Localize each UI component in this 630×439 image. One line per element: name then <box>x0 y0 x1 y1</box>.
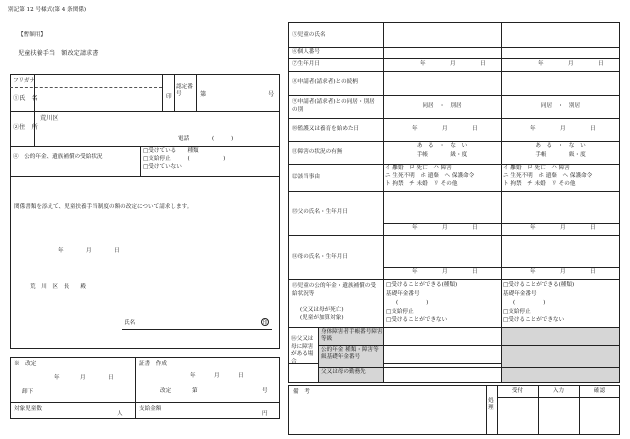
pension-option-none[interactable]: □受けていない <box>143 164 182 170</box>
col2-birth-month: 月 <box>568 61 574 67</box>
col1-mother-month: 月 <box>442 269 448 275</box>
col1-birth-day: 日 <box>480 61 486 67</box>
change-year: 年 <box>54 375 60 381</box>
public-pension-label: 公的年金 種類・障害等級基礎年金番号 <box>321 347 379 361</box>
col2-father-day: 日 <box>590 225 596 231</box>
change-month: 月 <box>80 375 86 381</box>
col2-custody-year: 年 <box>530 126 536 132</box>
row-relationship: ⑧申請者(請求者)との続柄 <box>292 79 358 85</box>
col2-reason-line1[interactable]: イ 離婚 ロ 死亡 ハ 障害 <box>503 165 570 171</box>
col2-basic-pension-no: 基礎年金番号 <box>503 291 537 297</box>
pension-option-receiving[interactable]: □受けている 種類 <box>143 148 199 154</box>
signature-label: 氏名 <box>124 320 136 326</box>
cert-year: 年 <box>190 373 196 379</box>
row-reason: ⑫該当事由 <box>292 174 320 180</box>
col2-birth-day: 日 <box>598 61 604 67</box>
col1-birth-month: 月 <box>450 61 456 67</box>
seal-mark: 印 <box>166 94 172 100</box>
proc-col-receipt: 受付 <box>511 388 524 394</box>
row-father-info: ⑬父の氏名・生年月日 <box>292 209 348 215</box>
row-parent-disability: ⑯父又は母に障害がある場合 <box>291 336 314 365</box>
row-child-pension-note: (父又は母が死亡) (児童が加算対象) <box>300 307 344 321</box>
col1-mother-year: 年 <box>412 269 418 275</box>
approval-label: 卸下 <box>22 389 34 395</box>
col2-custody-day: 日 <box>590 126 596 132</box>
col2-mother-month: 月 <box>560 269 566 275</box>
parent-employer-label: 父又は母の勤務先 <box>321 369 366 375</box>
dai-label: 第 <box>192 388 198 394</box>
col2-mother-day: 日 <box>590 269 596 275</box>
col1-reason-line3[interactable]: ト 拘禁 チ 未婚 リ その他 <box>385 181 458 187</box>
disability-handbook-label: 身体障害者手帳番号障害等級 <box>321 329 383 343</box>
address-value: 荒川区 <box>40 115 59 122</box>
processing-label: 処理 <box>488 398 494 412</box>
phone-parens: ( ) <box>212 136 234 142</box>
row-birth-date: ⑦生年月日 <box>292 61 320 67</box>
col1-custody-year: 年 <box>412 126 418 132</box>
form-title: 児童扶養手当 額改定請求書 <box>18 50 99 57</box>
row-custody-start: ⑩監護又は養育を始めた日 <box>292 126 360 132</box>
col1-custody-day: 日 <box>472 126 478 132</box>
col1-father-month: 月 <box>442 225 448 231</box>
yen-unit: 円 <box>262 411 268 417</box>
children-unit: 人 <box>117 411 123 417</box>
col1-father-day: 日 <box>472 225 478 231</box>
col2-cohabitation[interactable]: 同居 ・ 別居 <box>540 103 581 109</box>
cert-day: 日 <box>238 373 244 379</box>
col1-birth-year: 年 <box>420 61 426 67</box>
col2-father-year: 年 <box>530 225 536 231</box>
signature-seal-icon: 印 <box>262 320 268 326</box>
col2-birth-year: 年 <box>538 61 544 67</box>
certificate-creation-label: 証書 作成 <box>139 361 167 367</box>
col1-mother-day: 日 <box>472 269 478 275</box>
row-child-pension: ⑮児童の公的年金・遺族補償の受給状況等 <box>292 283 376 297</box>
date-month: 月 <box>86 248 92 254</box>
col1-reason-line1[interactable]: イ 離婚 ロ 死亡 ハ 障害 <box>385 165 452 171</box>
col1-pension-none[interactable]: □受けることができない <box>386 317 448 323</box>
row-disability-status: ⑪障害の状況の有無 <box>292 149 343 155</box>
proc-col-input: 入力 <box>552 388 565 394</box>
col1-pension-suspended[interactable]: □支給停止 <box>386 309 414 315</box>
pension-option-suspended[interactable]: □支給停止 ( ) <box>143 156 226 162</box>
col2-pension-none[interactable]: □受けることができない <box>503 317 565 323</box>
furigana-label: フリガナ <box>13 78 36 84</box>
col2-pension-receiving[interactable]: □受けることができる(種類) <box>503 282 575 288</box>
change-day: 日 <box>108 375 114 381</box>
row-mother-info: ⑭母の氏名・生年月日 <box>292 254 348 260</box>
change-label: ※ 改定 <box>14 361 37 367</box>
payment-amount-label: 支給金額 <box>139 406 162 412</box>
phone-label: 電話 <box>178 136 190 142</box>
col1-reason-line2[interactable]: ニ 生死不明 ホ 遺棄 ヘ 保護命令 <box>385 173 475 179</box>
proc-col-confirm: 確認 <box>593 388 606 394</box>
request-statement: 関係書類を添えて、児童扶養手当制度の額の改定について請求します。 <box>14 204 193 210</box>
col2-pension-paren: ( ) <box>513 300 546 306</box>
remarks-label: 備 考 <box>293 389 310 395</box>
col1-father-year: 年 <box>412 225 418 231</box>
date-year: 年 <box>58 248 64 254</box>
col2-father-month: 月 <box>560 225 566 231</box>
office-use-label: 【暫額用】 <box>18 32 46 38</box>
gou-label: 号 <box>262 388 268 394</box>
cert-suffix: 号 <box>268 91 275 98</box>
cert-number-label: 認定番号 <box>176 84 193 97</box>
col1-basic-pension-no: 基礎年金番号 <box>386 291 420 297</box>
col1-cohabitation[interactable]: 同居 ・ 別居 <box>422 103 462 109</box>
address-label: ②住 所 <box>13 124 38 131</box>
col1-disability-grade: 手帳 級・度 <box>416 152 468 158</box>
target-children-label: 対象児童数 <box>14 406 42 412</box>
col2-disability-grade: 手帳 級・度 <box>535 152 586 158</box>
col2-disability-option[interactable]: あ る ・ な い <box>535 143 586 149</box>
row-child-name: ⑤児童の氏名 <box>292 32 326 38</box>
col1-disability-option[interactable]: あ る ・ な い <box>416 143 468 149</box>
col2-pension-suspended[interactable]: □支給停止 <box>503 309 531 315</box>
col2-custody-month: 月 <box>560 126 566 132</box>
cert-month: 月 <box>214 373 220 379</box>
row-personal-number: ⑥個人番号 <box>292 49 320 55</box>
addressee-mayor: 荒 川 区 長 殿 <box>30 284 86 290</box>
date-day: 日 <box>114 248 120 254</box>
change2-label: 改定 <box>160 388 172 394</box>
col2-mother-year: 年 <box>530 269 536 275</box>
col1-pension-receiving[interactable]: □受けることができる(種類) <box>386 282 458 288</box>
row-cohabitation: ⑨申請者(請求者)との同居・別居の別 <box>292 99 375 113</box>
name-label: ①氏 名 <box>13 95 38 102</box>
col1-pension-paren: ( ) <box>396 300 429 306</box>
col1-custody-month: 月 <box>442 126 448 132</box>
col2-reason-line2[interactable]: ニ 生死不明 ホ 遺棄 ヘ 保護命令 <box>503 173 593 179</box>
pension-label: ④ 公的年金、遺族補償の受給状況 <box>13 154 103 160</box>
cert-prefix: 第 <box>200 91 207 98</box>
col2-reason-line3[interactable]: ト 拘禁 チ 未婚 リ その他 <box>503 181 576 187</box>
form-id: 別記第 12 号様式(第 4 条関係) <box>8 7 87 13</box>
